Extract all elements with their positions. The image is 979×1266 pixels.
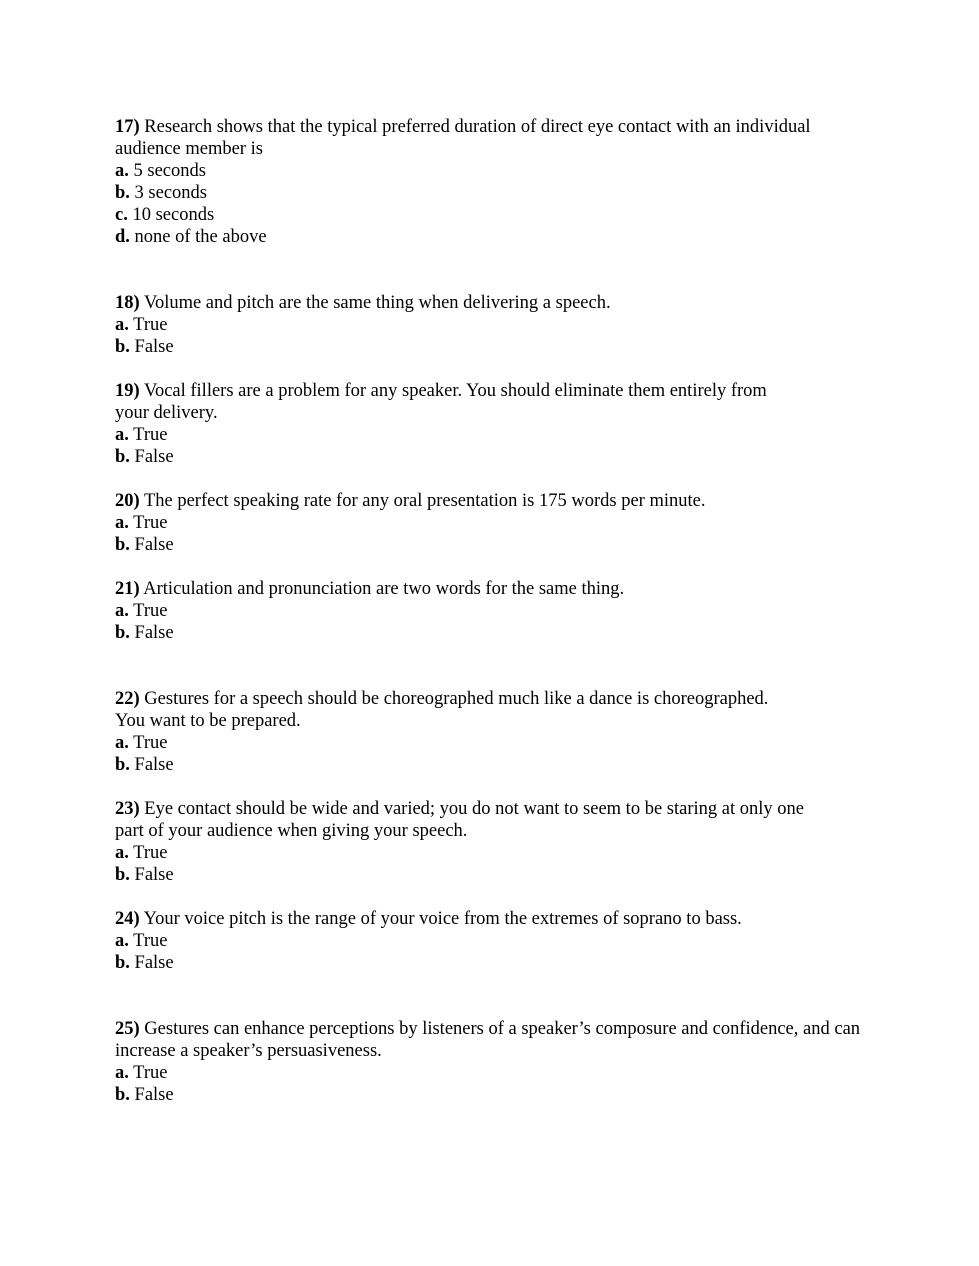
- option-letter: a.: [115, 425, 129, 445]
- option-letter: a.: [115, 843, 129, 863]
- option-letter: a.: [115, 601, 129, 621]
- option-text: True: [128, 1063, 168, 1083]
- option-letter: b.: [115, 183, 130, 203]
- question-25: [115, 1018, 875, 1106]
- option-d: [115, 226, 875, 248]
- option-b: [115, 622, 875, 644]
- option-b: [115, 864, 875, 886]
- option-b: [115, 754, 875, 776]
- question-number: 22): [115, 689, 140, 709]
- option-letter: b.: [115, 865, 130, 885]
- option-a: [115, 842, 875, 864]
- question-19: [115, 380, 875, 468]
- spacer: [115, 248, 875, 292]
- spacer: [115, 358, 875, 380]
- question-20: [115, 490, 875, 556]
- option-text: False: [129, 623, 174, 643]
- question-23: [115, 798, 875, 886]
- question-text: [115, 490, 875, 512]
- question-stem: Volume and pitch are the same thing when delivering a speech.: [139, 293, 611, 313]
- spacer: [115, 776, 875, 798]
- question-number: 17): [115, 117, 140, 137]
- question-number: 21): [115, 579, 140, 599]
- option-a: [115, 732, 875, 754]
- question-number: 25): [115, 1019, 140, 1039]
- spacer: [115, 468, 875, 490]
- option-letter: b.: [115, 535, 130, 555]
- option-text: True: [128, 843, 168, 863]
- option-text: True: [128, 315, 168, 335]
- option-letter: b.: [115, 337, 130, 357]
- option-text: True: [128, 931, 168, 951]
- option-text: False: [129, 535, 174, 555]
- question-text: [115, 292, 875, 314]
- option-letter: b.: [115, 953, 130, 973]
- option-letter: b.: [115, 623, 130, 643]
- question-stem: Your voice pitch is the range of your voice from the extremes of soprano to bass.: [139, 909, 742, 929]
- question-text: [115, 798, 805, 842]
- question-stem: The perfect speaking rate for any oral presentation is 175 words per minute.: [139, 491, 706, 511]
- option-letter: a.: [115, 1063, 129, 1083]
- option-text: True: [128, 513, 168, 533]
- question-18: [115, 292, 875, 358]
- option-text: False: [129, 953, 174, 973]
- option-text: 5 seconds: [128, 161, 206, 181]
- option-a: [115, 424, 875, 446]
- quiz-page: [115, 116, 875, 1106]
- option-text: none of the above: [129, 227, 267, 247]
- option-b: [115, 182, 875, 204]
- option-text: False: [129, 447, 174, 467]
- option-a: [115, 1062, 875, 1084]
- question-21: [115, 578, 875, 644]
- option-letter: a.: [115, 733, 129, 753]
- question-stem: Vocal fillers are a problem for any speaker. You should eliminate them entirely from your delivery.: [115, 381, 767, 423]
- spacer: [115, 974, 875, 1018]
- option-b: [115, 1084, 875, 1106]
- option-letter: a.: [115, 315, 129, 335]
- question-text: [115, 380, 800, 424]
- question-stem: Gestures for a speech should be choreographed much like a dance is choreographed. You want to be prepared.: [115, 689, 769, 731]
- question-stem: Eye contact should be wide and varied; you do not want to seem to be staring at only one part of your audience when giving your speech.: [115, 799, 804, 841]
- option-b: [115, 336, 875, 358]
- option-letter: c.: [115, 205, 128, 225]
- question-number: 20): [115, 491, 140, 511]
- option-letter: a.: [115, 161, 129, 181]
- option-letter: a.: [115, 513, 129, 533]
- question-stem: Research shows that the typical preferred duration of direct eye contact with an individual audience member is: [115, 117, 811, 159]
- question-stem: Gestures can enhance perceptions by listeners of a speaker’s composure and confidence, and can increase a speaker’s persuasiveness.: [115, 1019, 861, 1061]
- option-text: 10 seconds: [127, 205, 215, 225]
- spacer: [115, 886, 875, 908]
- question-24: [115, 908, 875, 974]
- option-b: [115, 446, 875, 468]
- option-text: False: [129, 337, 174, 357]
- spacer: [115, 644, 875, 688]
- option-a: [115, 314, 875, 336]
- option-text: True: [128, 601, 168, 621]
- question-number: 23): [115, 799, 140, 819]
- option-b: [115, 534, 875, 556]
- option-text: False: [129, 1085, 174, 1105]
- option-letter: d.: [115, 227, 130, 247]
- question-number: 24): [115, 909, 140, 929]
- spacer: [115, 556, 875, 578]
- option-text: True: [128, 425, 168, 445]
- question-stem: Articulation and pronunciation are two words for the same thing.: [139, 579, 625, 599]
- option-letter: b.: [115, 755, 130, 775]
- option-letter: a.: [115, 931, 129, 951]
- option-a: [115, 160, 875, 182]
- question-number: 19): [115, 381, 140, 401]
- option-text: False: [129, 755, 174, 775]
- question-text: [115, 116, 845, 160]
- question-text: [115, 688, 800, 732]
- question-17: [115, 116, 875, 248]
- option-a: [115, 930, 875, 952]
- option-text: True: [128, 733, 168, 753]
- option-a: [115, 600, 875, 622]
- option-b: [115, 952, 875, 974]
- option-letter: b.: [115, 1085, 130, 1105]
- option-letter: b.: [115, 447, 130, 467]
- question-text: [115, 1018, 865, 1062]
- question-text: [115, 908, 875, 930]
- question-text: [115, 578, 875, 600]
- option-text: False: [129, 865, 174, 885]
- option-text: 3 seconds: [129, 183, 207, 203]
- option-a: [115, 512, 875, 534]
- question-number: 18): [115, 293, 140, 313]
- question-22: [115, 688, 875, 776]
- option-c: [115, 204, 875, 226]
